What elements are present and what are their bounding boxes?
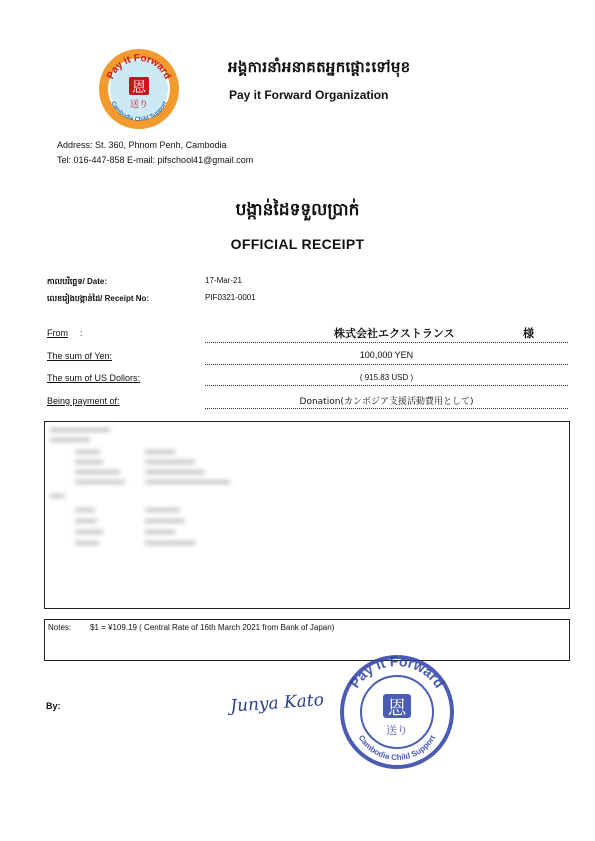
sum-usd-value: ( 915.83 USD ) — [359, 373, 414, 382]
redacted-line — [145, 460, 195, 464]
stamp-text: Pay it Forward — [346, 652, 448, 691]
notes-label: Notes: — [48, 623, 72, 632]
logo-text: Pay it Forward — [105, 52, 173, 81]
redacted-line — [145, 508, 180, 512]
signature — [228, 681, 325, 723]
date-value: 17-Mar-21 — [205, 276, 242, 285]
receipt-number-label: លេខរៀងបង្កាន់ដៃ/ Receipt No: — [47, 294, 150, 303]
org-address: Address: St. 360, Phnom Penh, Cambodia — [57, 140, 227, 150]
sum-yen-underline — [205, 364, 568, 365]
redacted-line — [145, 470, 205, 474]
redacted-line — [145, 450, 175, 454]
redacted-line — [145, 530, 175, 534]
stamp-subtext: Cambodia Child Support — [356, 733, 438, 763]
date-label: កាលបរិច្ឆេទ/ Date: — [47, 277, 107, 286]
redacted-line — [75, 508, 95, 512]
payment-underline — [205, 408, 568, 409]
redacted-line — [75, 450, 100, 454]
redacted-line — [75, 460, 103, 464]
org-contact: Tel: 016-447-858 E-mail: pifschool41@gmail.com — [57, 155, 254, 165]
sum-yen-value: 100,000 YEN — [359, 350, 414, 360]
logo-subtext: Cambodia Child Support — [109, 100, 169, 124]
receipt-title-khmer: បង្កាន់ដៃទទួលប្រាក់ — [235, 200, 360, 219]
sum-yen-label: The sum of Yen: — [47, 351, 113, 361]
from-underline — [205, 342, 568, 343]
redacted-line — [50, 494, 65, 498]
redacted-line — [75, 470, 120, 474]
signature-text: Junya Kato — [229, 690, 325, 717]
logo-okuri: 送り — [129, 100, 149, 110]
redacted-line — [75, 480, 125, 484]
redacted-line — [75, 530, 103, 534]
org-name-khmer: អង្គការនាំអនាគតអ្នកផ្ដោះទៅមុខ — [228, 59, 411, 76]
from-honorific: 様 — [523, 327, 534, 340]
organization-logo — [97, 47, 181, 131]
notes-text: $1 = ¥109.19 ( Central Rate of 16th March 2021 from Bank of Japan) — [90, 623, 335, 632]
sum-usd-label: The sum of US Dollors: — [47, 373, 141, 383]
redacted-line — [145, 480, 230, 484]
redacted-line — [50, 438, 90, 442]
payment-value: Donation(カンボジア支援活動費用として) — [299, 397, 474, 407]
from-value: 株式会社エクストランス — [334, 327, 455, 340]
payment-label: Being payment of: — [47, 396, 120, 406]
bank-info-box — [44, 421, 570, 609]
svg-text:Pay it Forward — [346, 653, 447, 691]
org-name-english: Pay it Forward Organization — [229, 88, 389, 102]
receipt-title-english: OFFICIAL RECEIPT — [230, 236, 365, 252]
redacted-line — [50, 428, 110, 432]
stamp-kanji: 恩 — [387, 697, 407, 719]
from-label: From — [47, 328, 68, 338]
redacted-line — [145, 541, 195, 545]
by-label: By: — [46, 701, 61, 711]
redacted-line — [75, 541, 99, 545]
logo-kanji: 恩 — [132, 80, 146, 96]
sum-usd-underline — [205, 385, 568, 386]
redacted-line — [75, 519, 97, 523]
receipt-number-value: PIF0321-0001 — [205, 293, 256, 302]
stamp-okuri: 送り — [386, 724, 408, 737]
redacted-line — [145, 519, 185, 523]
organization-stamp — [337, 652, 457, 772]
from-colon: : — [80, 328, 83, 338]
